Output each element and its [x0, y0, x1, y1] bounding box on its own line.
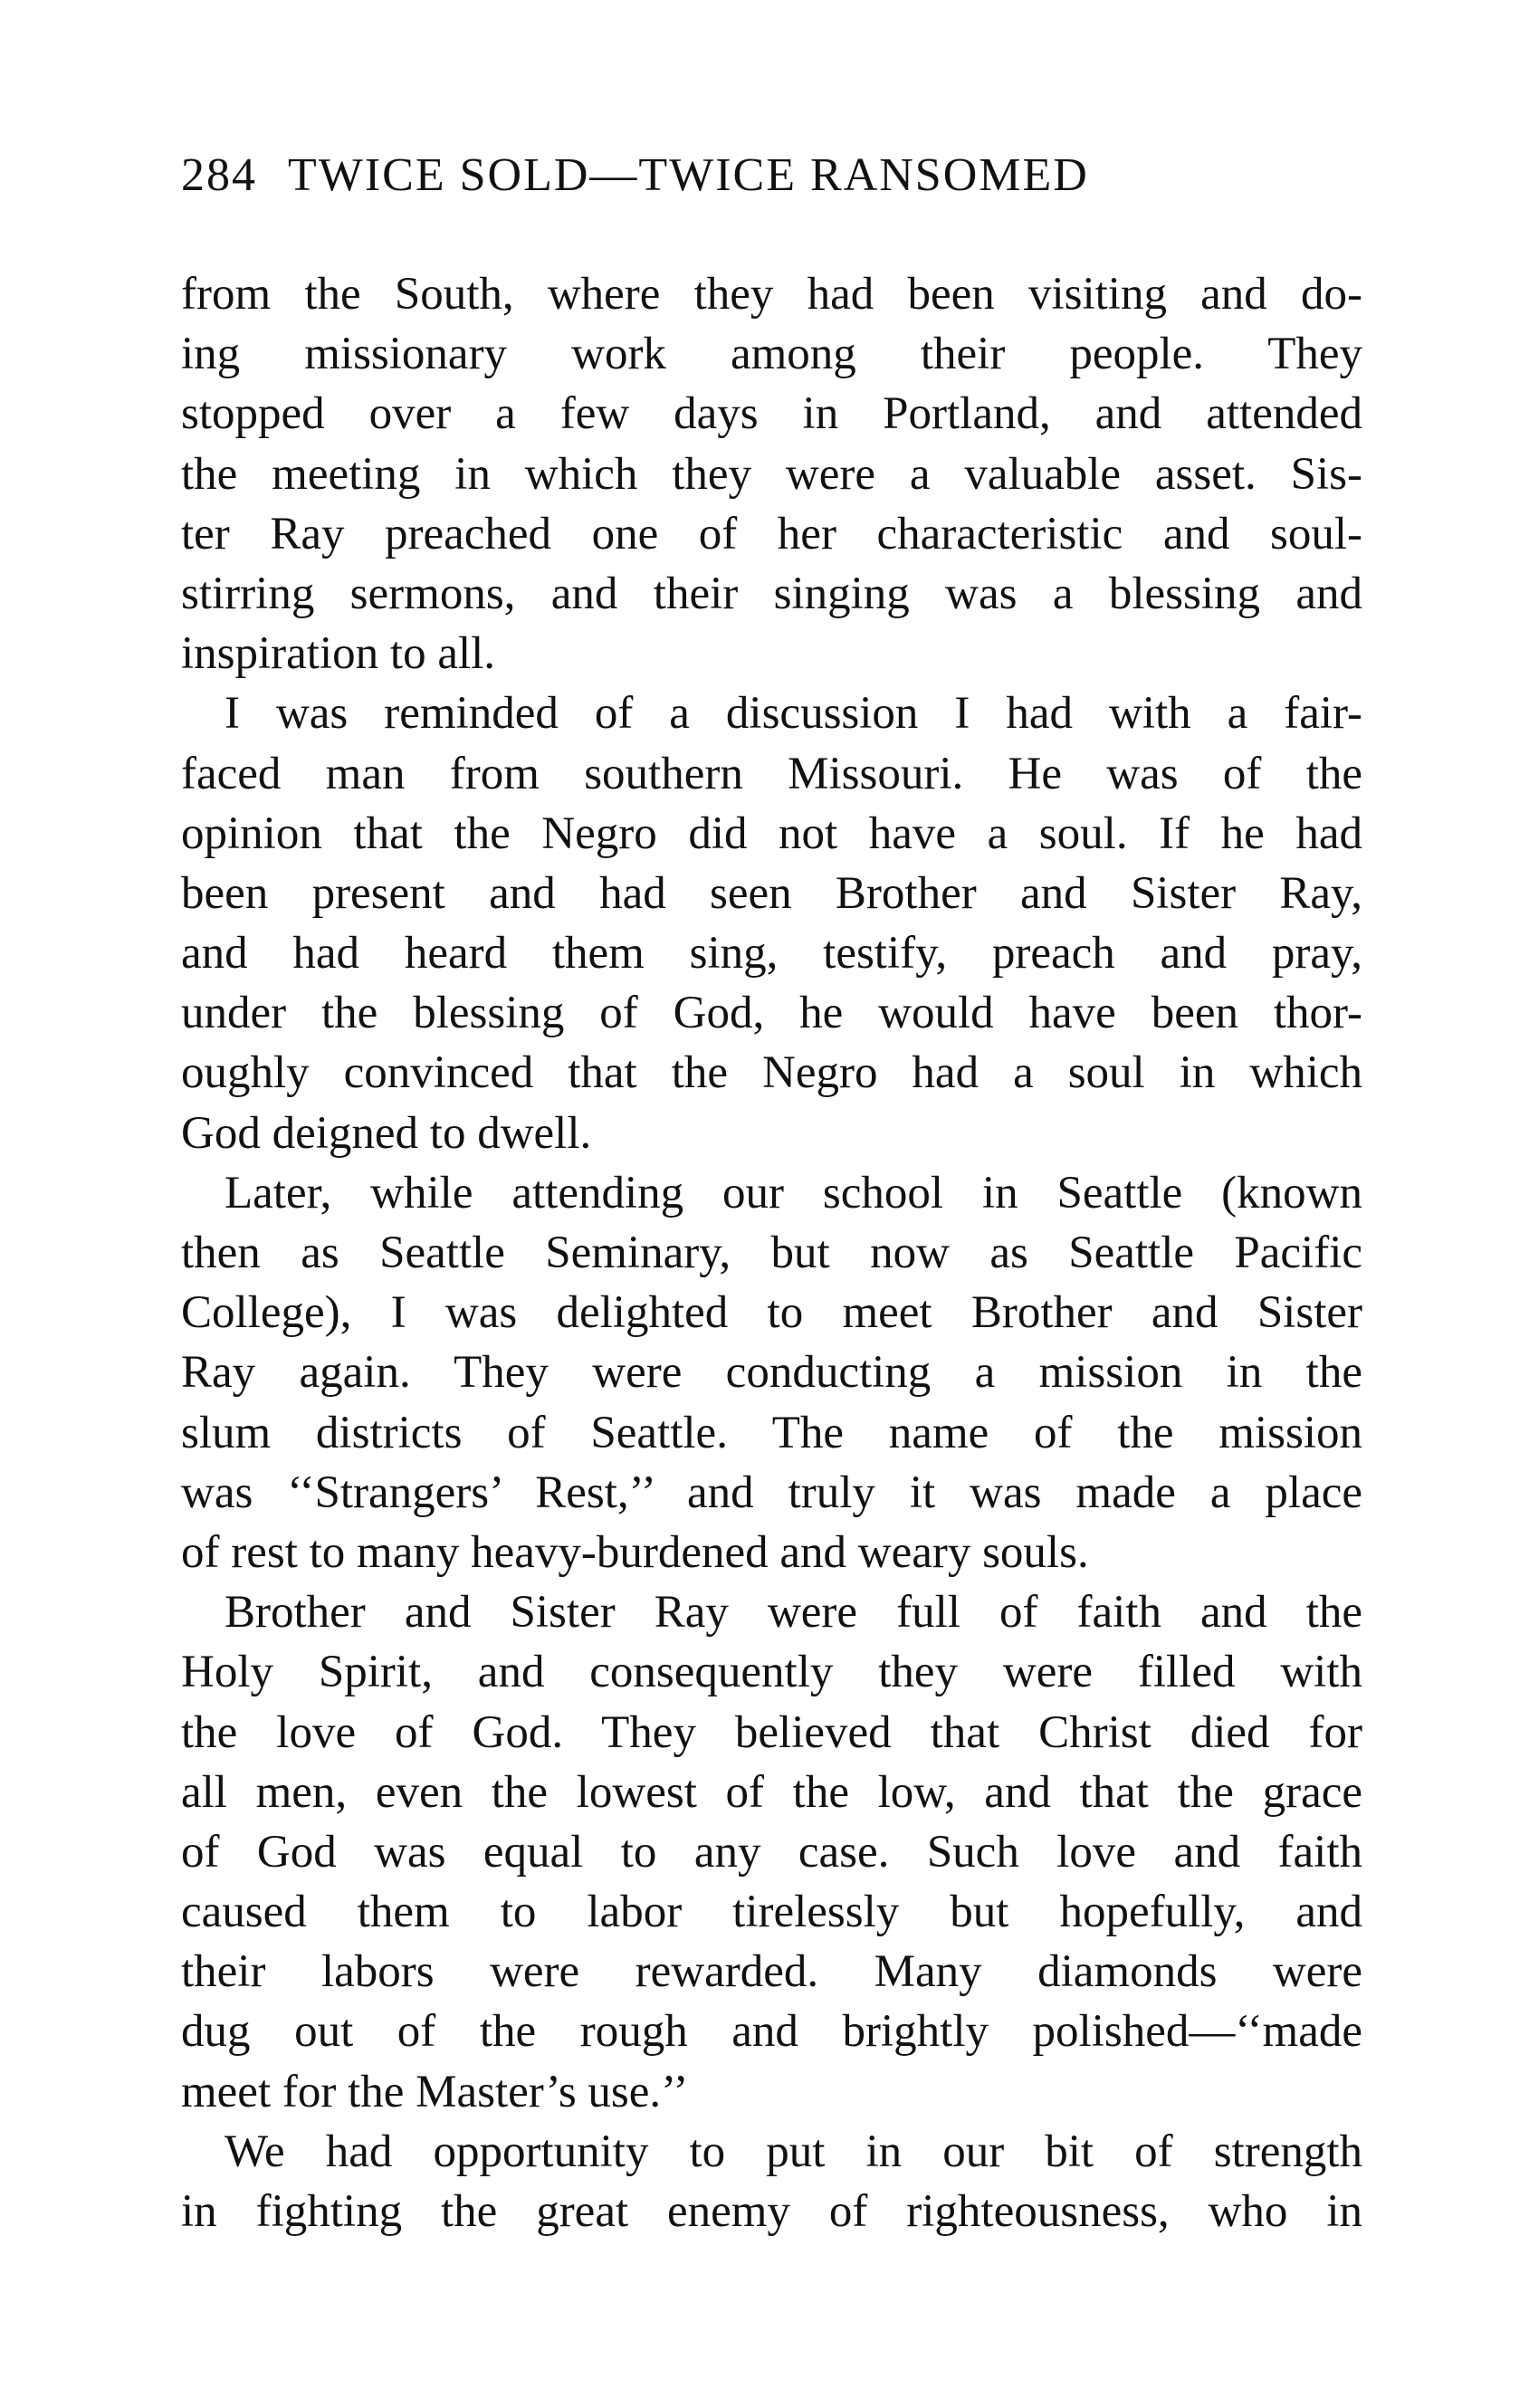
text-line: oughly convinced that the Negro had a soul in which: [181, 1047, 1362, 1099]
text-line: meet for the Master’s use.’’: [181, 2066, 689, 2117]
text-line: I was reminded of a discussion I had with a fair-: [225, 688, 1362, 740]
text-line: been present and had seen Brother and Sister Ray,: [181, 867, 1362, 919]
text-line: under the blessing of God, he would have been thor-: [181, 988, 1362, 1039]
text-line: then as Seattle Seminary, but now as Seattle Pacific: [181, 1228, 1362, 1278]
paragraph: [181, 264, 1362, 683]
text-line: of rest to many heavy-burdened and weary souls.: [181, 1526, 1089, 1578]
text-line: Later, while attending our school in Seattle (known: [225, 1167, 1362, 1218]
text-line: in fighting the great enemy of righteousness, who in: [181, 2186, 1362, 2237]
text-line: God deigned to dwell.: [181, 1107, 592, 1159]
text-line: faced man from southern Missouri. He was of the: [181, 748, 1362, 799]
text-line: and had heard them sing, testify, preach and pray,: [181, 928, 1362, 979]
text-line: College), I was delighted to meet Brother and Sister: [181, 1287, 1362, 1339]
text-line: from the South, where they had been visiting and do-: [181, 269, 1362, 320]
text-line: all men, even the lowest of the low, and that the grace: [181, 1766, 1362, 1818]
text-line: was ‘‘Strangers’ Rest,’’ and truly it was made a place: [181, 1467, 1362, 1518]
text-line: ing missionary work among their people. They: [181, 329, 1362, 380]
text-line: their labors were rewarded. Many diamonds were: [181, 1946, 1362, 1998]
text-line: stopped over a few days in Portland, and attended: [181, 388, 1362, 440]
paragraph: [181, 1163, 1362, 1582]
text-line: of God was equal to any case. Such love and faith: [181, 1826, 1362, 1878]
text-line: Ray again. They were conducting a mission in the: [181, 1347, 1362, 1399]
text-line: Brother and Sister Ray were full of faith and the: [225, 1587, 1362, 1639]
paragraph: [181, 683, 1362, 1163]
running-title: TWICE SOLD—TWICE RANSOMED: [288, 149, 1089, 201]
paragraph: [181, 2122, 1362, 2241]
paragraph: [181, 1582, 1362, 2122]
text-line: We had opportunity to put in our bit of strength: [225, 2126, 1362, 2177]
body-text: [181, 264, 1362, 2241]
page-number: 284: [181, 149, 257, 201]
text-line: opinion that the Negro did not have a soul. If he had: [181, 807, 1362, 859]
text-line: the love of God. They believed that Christ died for: [181, 1706, 1362, 1758]
text-line: stirring sermons, and their singing was a blessing and: [181, 568, 1362, 619]
text-line: caused them to labor tirelessly but hopefully, and: [181, 1887, 1362, 1938]
text-line: Holy Spirit, and consequently they were filled with: [181, 1647, 1362, 1698]
text-line: the meeting in which they were a valuable asset. Sis-: [181, 448, 1362, 500]
text-line: inspiration to all.: [181, 628, 496, 680]
text-line: ter Ray preached one of her characteristic and soul-: [181, 508, 1362, 559]
running-head: [181, 143, 1358, 208]
text-line: dug out of the rough and brightly polished—‘‘made: [181, 2006, 1362, 2058]
text-line: slum districts of Seattle. The name of the mission: [181, 1407, 1362, 1458]
